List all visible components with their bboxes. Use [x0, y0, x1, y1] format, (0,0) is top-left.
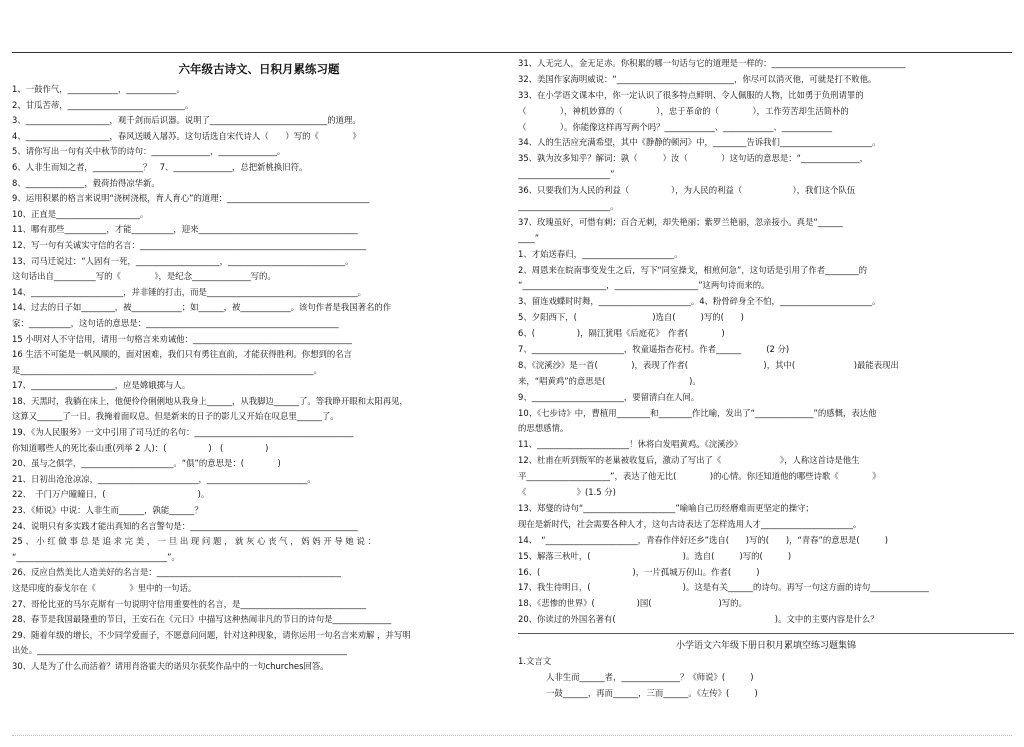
question-line: 12、杜甫在听到叛军的老巢被收复后，激动了写出了《 》，人称这首诗是他生	[518, 455, 860, 466]
question-line: ______________________”	[518, 169, 615, 180]
question-line: 25 、 小 红 做 事 总 是 追 求 完 美 ， 一 旦 出 现 问 题 ， 就 灰 心 丧 气 ， 妈 妈 开 导 她 说 ：	[12, 536, 376, 547]
question-line: 15 小明对人不守信用，请用一句格言来劝诫他：______________________________________	[12, 333, 352, 344]
question-line: 现在是新时代，社会需要各种人才，这句古诗表达了怎样选用人才______________________。	[518, 518, 862, 529]
question-line: （ ），神机妙算的（ ），忠于革命的（ ），工作劳苦却生活简朴的	[518, 105, 849, 116]
question-line: 14、 “______________________，青春作伴好还乡”选自( )写的( )，“青春”的意思是( )	[518, 534, 889, 545]
question-line: 这句话出自__________写的《 》，是纪念______________写的。	[12, 271, 276, 282]
question-line: ____”	[518, 232, 540, 243]
question-line: 3、____________________，观千剑而后识器。说明了____________________________的道理。	[12, 115, 361, 126]
question-line: 36、只要我们为人民的利益（ ），为人民的利益（ ），我们这个队伍	[518, 185, 856, 196]
question-line: 2、周恩来在皖南事变发生之后，写下“同室操戈，相煎何急”，这句话是引用了作者________的	[518, 264, 868, 275]
question-line: 7、______________________，牧童遥指杏花村。作者______ (2 分)	[518, 344, 790, 355]
question-line: 37、玫瑰虽好，可惜有刺；百合无刺，却失艳丽；紫罗兰艳丽，忽亲接小。真是“______	[518, 216, 843, 227]
question-line: 5、请你写出一句有关中秋节的诗句：______________，______________。	[12, 146, 286, 157]
question-line: 你知道哪些人的死比泰山重(列举 2 人)：( ) ( )	[12, 442, 269, 453]
right-question-list	[518, 56, 1014, 628]
question-line: 27、哥伦比亚的马尔克斯有一句说明守信用重要性的名言，是______________________________	[12, 598, 367, 609]
question-line: 9、运用积累的格言来说明“浇树浇根，育人育心”的道理：__________________________________	[12, 193, 370, 204]
question-line: 6、( )，隔江犹唱《后庭花》 作者( )	[518, 328, 725, 339]
question-line: 1、才始送春归，______________________。	[518, 248, 683, 259]
question-line: 19、《为人民服务》一文中引用了司马迁的名句：______________________________________	[12, 427, 354, 438]
question-line: ______________________。	[518, 201, 619, 212]
collection-subtitle: 小学语文六年级下册日积月累填空练习题集锦	[675, 641, 856, 652]
question-line: 20、你读过的外国名著有( )。文中的主要内容是什么？	[518, 614, 879, 625]
question-line: 4、____________________，春风送暖入屠苏。这句话选自宋代诗人（ ）写的《 》	[12, 130, 361, 141]
question-line: 8、《浣溪沙》是一首( )，表现了作者( )，其中( )最能表现出	[518, 359, 899, 370]
question-line: （ ）。你能像这样再写两个吗？____________、____________、____________	[518, 121, 833, 132]
question-line: 的思想感情。	[518, 423, 569, 434]
question-line: 出处。__________________________________________________________________________	[12, 645, 347, 656]
question-line: 13、司马迁说过：“人固有一死，____________________，____________________________。	[12, 255, 354, 266]
question-line: 16、( )，一片孤城万仞山。作者( )	[518, 566, 760, 577]
question-line: 34、人的生活应充满希望，其中《静静的顿河》中，________告诉我们______________________。	[518, 137, 881, 148]
question-line: 3、留连戏蝶时时舞，______________________。4、粉骨碎身全不怕，______________________。	[518, 296, 881, 307]
question-line: 23、《师说》中说：人非生而______，孰能______？	[12, 505, 203, 516]
top-rule	[12, 52, 1012, 53]
classical-chinese-list	[518, 670, 1014, 702]
question-line: 18、《悲惨的世界》( )国( )写的。	[518, 598, 747, 609]
question-line: 31、人无完人，金无足赤。你积累的哪一句话与它的道理是一样的：________________________________	[518, 58, 906, 68]
question-line: 10、正直是____________________。	[12, 208, 149, 219]
question-line: 13、郑燮的诗句“______________________”喻喻自己历经磨难而更坚定的操守；	[518, 502, 814, 513]
left-question-list	[12, 82, 506, 675]
section-divider	[518, 633, 1014, 634]
bottom-dotted-rule	[12, 735, 1012, 736]
question-line: 18、天黑时，我躺在床上，他便伶伶俐俐地从我身上______，从我脚边______了。等我睁开眼和太阳再见，	[12, 395, 408, 406]
question-line: 2、甘瓜苦蒂，____________________________。	[12, 99, 194, 110]
question-line: 24、说明只有多实践才能出真知的名言警句是：________________________________________	[12, 520, 358, 531]
worksheet-title: 六年级古诗文、日积月累练习题	[178, 62, 340, 76]
question-line: 26、反应自然美比人造美好的名言是：____________________________________________	[12, 567, 341, 578]
question-line: 5、夕阳西下，( )选自( )写的( )	[518, 312, 744, 323]
question-line: 1、一鼓作气，____________，____________。	[12, 84, 185, 94]
question-line: 30、人是为了什么而活着？请用肖洛霍夫的诺贝尔获奖作品中的一句churches回答。	[12, 660, 329, 671]
question-line: 15、解落三秋叶，( )。选自( )写的( )	[518, 550, 792, 561]
question-line: 21、日初出沧沧凉凉，________________________，________________________。	[12, 473, 316, 484]
question-line: 是______________________________________________________________________。	[12, 364, 322, 375]
question-line: 《 》(1.5 分)	[518, 487, 616, 498]
question-line: 14、过去的日子如________，被____________；如______，被____________。该句作者是我国著名的作	[12, 302, 392, 313]
question-line: 这算又______了一日。我掩着面叹息。但是新来的日子的影儿又开始在叹息里______了。	[12, 411, 339, 422]
question-line: 17、我生待明日，( )。这是有关______的诗句。再写一句这方面的诗句______________	[518, 582, 929, 593]
question-line: 平____________________”，表达了他无比( )的心情。你还知道他的哪些诗歌《 》	[518, 471, 881, 482]
question-line: 来，“唱黄鸡”的意思是( )。	[518, 375, 701, 386]
question-line: 11、______________________！休将白发唱黄鸡。《浣溪沙》	[518, 439, 743, 450]
question-line: 28、春节是我国最隆重的节日，王安石在《元日》中描写这种热闹非凡的节日的诗句是______________	[12, 614, 392, 625]
section-heading: 1.文言文	[518, 656, 552, 667]
question-line: “____________________，____________________”这两句诗而来的。	[518, 280, 770, 291]
right-column	[518, 56, 1014, 702]
question-line: 10、《七步诗》中，曹植用________和________作比喻，发出了“______________”的感慨，表达他	[518, 407, 877, 418]
question-line: 20、虽与之俱学，______________________。“俱”的意思是：( )	[12, 458, 281, 469]
question-line: 8、______________，毅荷抬得凉华新。	[12, 177, 160, 188]
question-line: 35、孰为汝多知乎？解词：孰（ ）汝（ ）这句话的意思是：“______________，	[518, 153, 868, 164]
question-line: 17、____________________，应是嫦娥掷与人。	[12, 380, 191, 391]
question-line: 14、______________________，并非锤的打击，而是____________________________________。	[12, 286, 367, 297]
question-line: 12、写一句有关诚实守信的名言：______________________________________________________	[12, 239, 367, 250]
question-line: 16 生活不可能是一帆风顺的，面对困难，我们只有勇往直前，才能获得胜利。你想到的名言	[12, 349, 352, 360]
question-line: 11、哪有那些__________，才能__________，迎来______________________________________	[12, 224, 358, 235]
question-line: 29、随着年级的增长，不少同学爱面子，不愿意问问题，针对这种现象，请你运用一句名言来劝解 ，并写明	[12, 629, 411, 640]
question-line: “____________________________________”。	[12, 551, 180, 562]
question-line: 人非生而______者，______________？《师说》( )	[546, 671, 754, 682]
question-line: 32、美国作家海明威说：“____________________________，你尽可以消灭他，可就是打不败他。	[518, 73, 877, 84]
left-column	[12, 56, 506, 675]
question-line: 这是印度的泰戈尔在《 》里中的一句话。	[12, 583, 197, 593]
question-line: 22、 千门万户曈曈日，( )。	[12, 489, 210, 500]
question-line: 9、______________________，要留清白在人间。	[518, 391, 700, 402]
question-line: 家：__________，这句话的意思是：______________________________________________	[12, 317, 339, 328]
question-line: 6、人非生而知之者，____________？ 7、______________，总把新桃换旧符。	[12, 161, 308, 172]
question-line: 33、在小学语文课本中，你一定认识了很多特点鲜明、令人佩服的人物，比如勇于负刑请罪的	[518, 89, 864, 100]
question-line: 一鼓______，再而______，三而______。《左传》( )	[546, 687, 758, 698]
